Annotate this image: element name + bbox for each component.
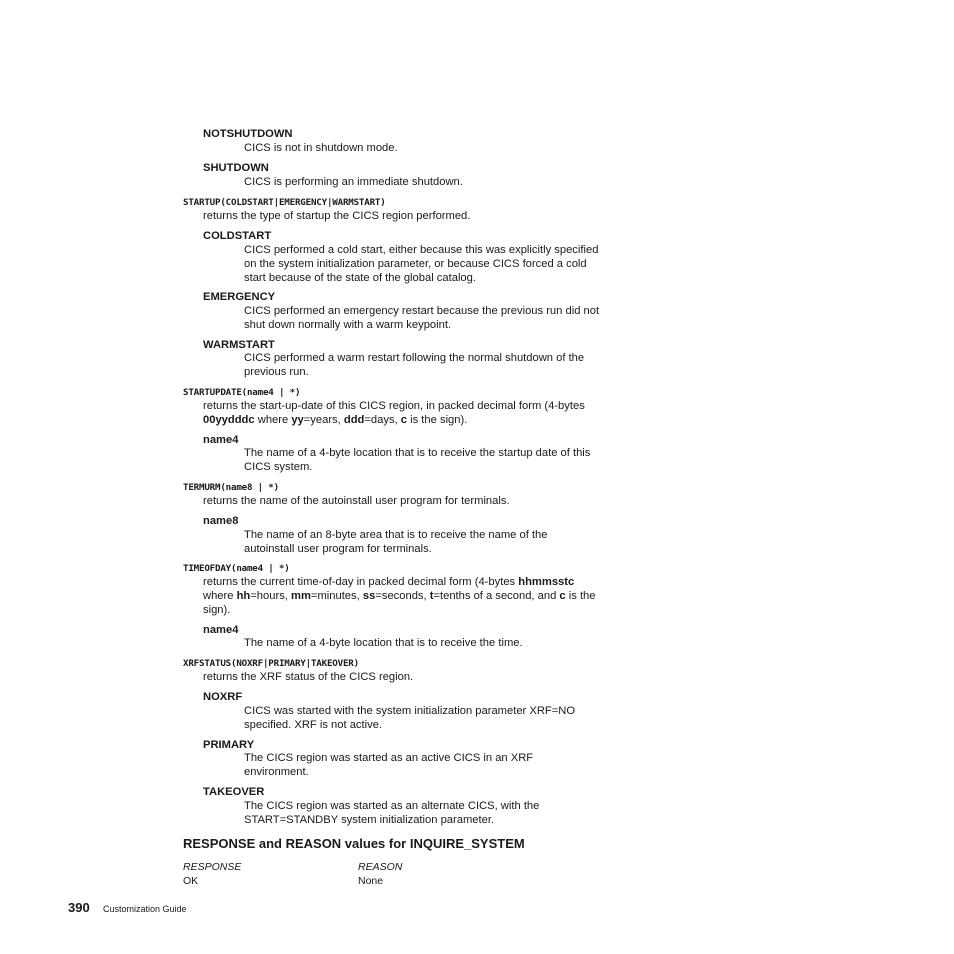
desc-name4-startupdate-line1: The name of a 4-byte location that is to receive the startup date of this xyxy=(244,447,591,459)
page-number: 390 xyxy=(68,900,90,915)
term-notshutdown: NOTSHUTDOWN xyxy=(203,128,293,140)
desc-emergency-line2: shut down normally with a warm keypoint. xyxy=(244,319,452,331)
term-coldstart: COLDSTART xyxy=(203,230,272,242)
desc-xrfstatus: returns the XRF status of the CICS region. xyxy=(203,671,414,683)
term-primary: PRIMARY xyxy=(203,739,255,751)
term-shutdown: SHUTDOWN xyxy=(203,162,269,174)
desc-name4-timeofday: The name of a 4-byte location that is to receive the time. xyxy=(244,637,523,649)
footer-book-title: Customization Guide xyxy=(103,904,187,914)
desc-name4-startupdate-line2: CICS system. xyxy=(244,461,313,473)
desc-notshutdown: CICS is not in shutdown mode. xyxy=(244,142,398,154)
desc-primary-line2: environment. xyxy=(244,766,309,778)
desc-takeover-line2: START=STANDBY system initialization parameter. xyxy=(244,814,495,826)
term-warmstart: WARMSTART xyxy=(203,339,275,351)
term-emergency: EMERGENCY xyxy=(203,291,276,303)
desc-startupdate-line1: returns the start-up-date of this CICS region, in packed decimal form (4-bytes xyxy=(203,400,585,412)
desc-timeofday-line3: sign). xyxy=(203,604,231,616)
desc-name8-line1: The name of an 8-byte area that is to receive the name of the xyxy=(244,529,548,541)
param-timeofday: TIMEOFDAY(name4 | *) xyxy=(183,563,290,574)
desc-coldstart-line2: on the system initialization parameter, or because CICS forced a cold xyxy=(244,258,587,270)
section-heading: RESPONSE and REASON values for INQUIRE_SYSTEM xyxy=(183,836,525,851)
term-noxrf: NOXRF xyxy=(203,691,243,703)
desc-termurm: returns the name of the autoinstall user program for terminals. xyxy=(203,495,510,507)
desc-noxrf-line2: specified. XRF is not active. xyxy=(244,719,383,731)
desc-noxrf-line1: CICS was started with the system initialization parameter XRF=NO xyxy=(244,705,576,717)
desc-coldstart-line1: CICS performed a cold start, either because this was explicitly specified xyxy=(244,244,599,256)
desc-timeofday-line1: returns the current time-of-day in packed decimal form (4-bytes hhmmsstc xyxy=(203,576,575,588)
desc-startupdate-line2: 00yydddc where yy=years, ddd=days, c is the sign). xyxy=(203,414,468,426)
term-takeover: TAKEOVER xyxy=(203,786,265,798)
desc-timeofday-line2: where hh=hours, mm=minutes, ss=seconds, t=tenths of a second, and c is the xyxy=(203,590,596,602)
term-name8: name8 xyxy=(203,515,239,527)
desc-startup: returns the type of startup the CICS region performed. xyxy=(203,210,471,222)
desc-primary-line1: The CICS region was started as an active CICS in an XRF xyxy=(244,752,534,764)
desc-takeover-line1: The CICS region was started as an alternate CICS, with the xyxy=(244,800,540,812)
table-cell-reason: None xyxy=(358,875,384,887)
desc-shutdown: CICS is performing an immediate shutdown. xyxy=(244,176,463,188)
param-termurm: TERMURM(name8 | *) xyxy=(183,482,279,493)
table-header-reason: REASON xyxy=(358,861,403,873)
param-startupdate: STARTUPDATE(name4 | *) xyxy=(183,387,301,398)
table-cell-response: OK xyxy=(183,875,199,887)
desc-warmstart-line1: CICS performed a warm restart following the normal shutdown of the xyxy=(244,352,585,364)
desc-warmstart-line2: previous run. xyxy=(244,366,309,378)
param-xrfstatus: XRFSTATUS(NOXRF|PRIMARY|TAKEOVER) xyxy=(183,658,359,669)
desc-name8-line2: autoinstall user program for terminals. xyxy=(244,543,432,555)
term-name4-startupdate: name4 xyxy=(203,434,239,446)
desc-coldstart-line3: start because of the state of the global catalog. xyxy=(244,272,476,284)
param-startup: STARTUP(COLDSTART|EMERGENCY|WARMSTART) xyxy=(183,197,386,208)
desc-emergency-line1: CICS performed an emergency restart because the previous run did not xyxy=(244,305,600,317)
term-name4-timeofday: name4 xyxy=(203,624,239,636)
table-header-response: RESPONSE xyxy=(183,861,242,873)
